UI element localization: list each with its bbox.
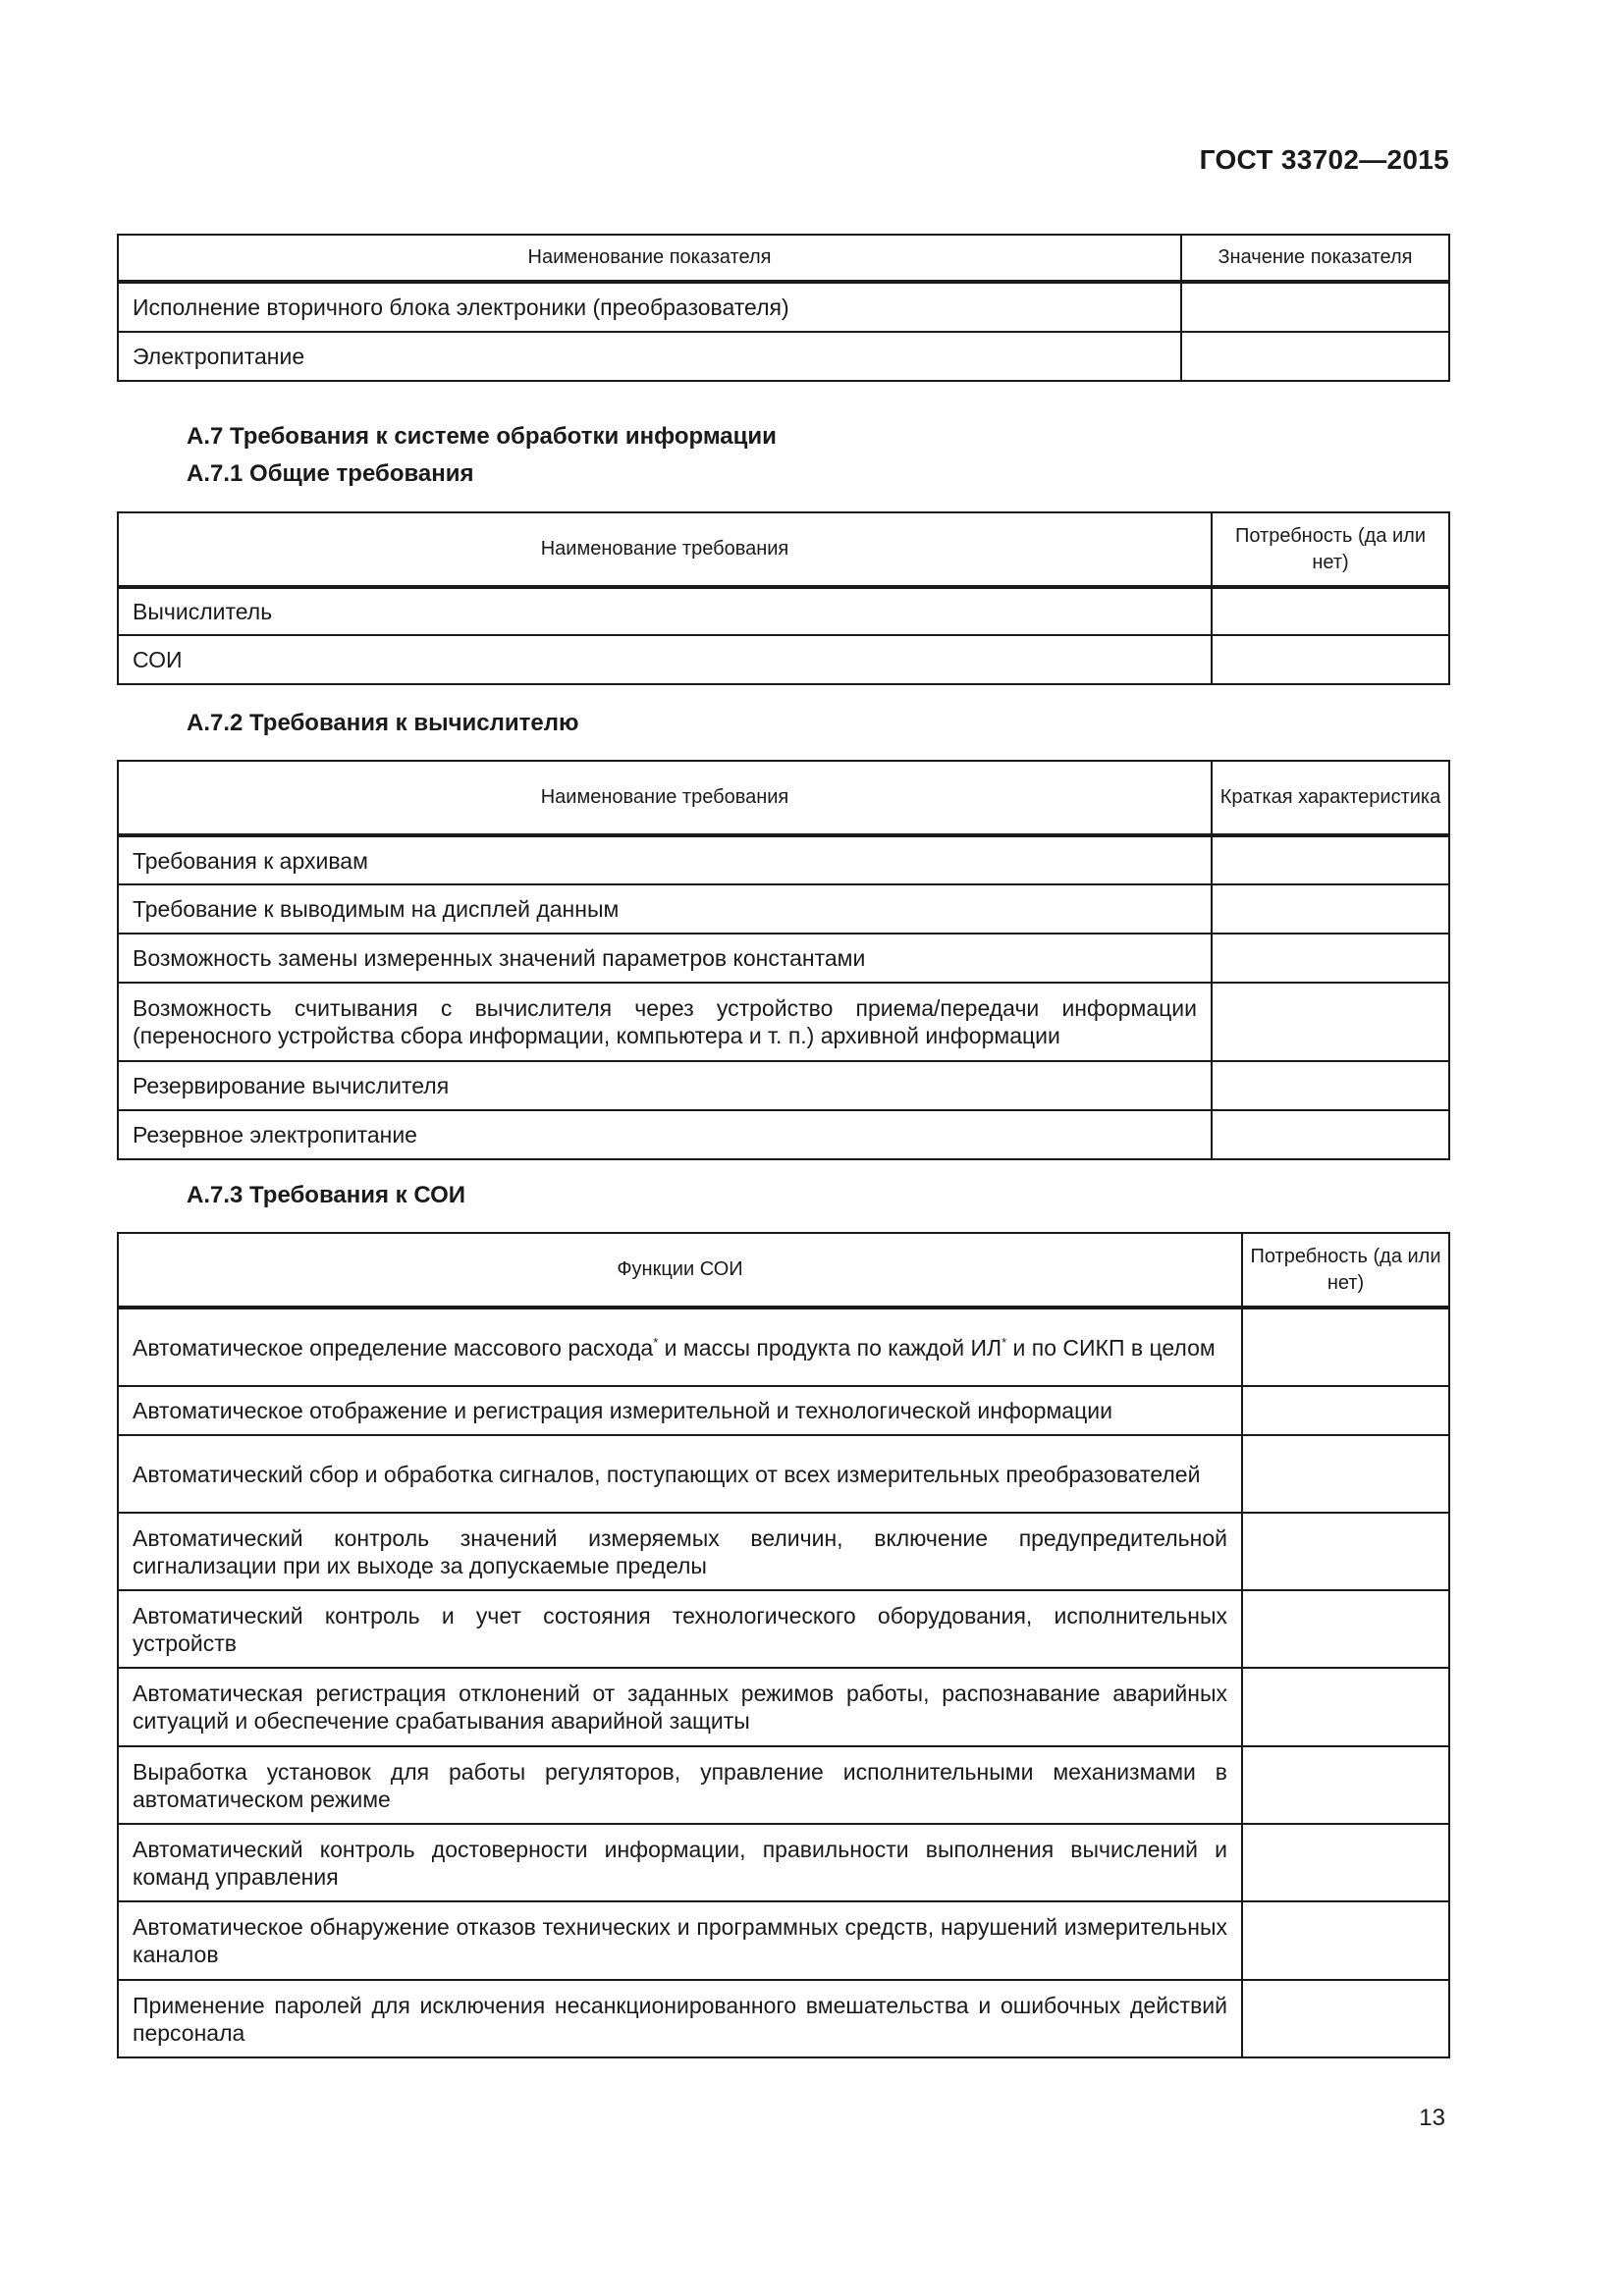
table-row [118,983,1449,1061]
row-label: Выработка установок для работы регуляторов, управление исполнительными механизмами в автоматическом режиме [118,1746,1242,1824]
table-row [118,282,1449,332]
general-requirements-table [117,511,1450,685]
document-id: ГОСТ 33702—2015 [1199,144,1449,175]
need-cell [1242,1824,1449,1901]
table-row [118,587,1449,635]
row-label: Исполнение вторичного блока электроники (преобразователя) [118,282,1181,332]
table-row [118,934,1449,983]
need-cell [1242,1435,1449,1513]
row-label: Резервирование вычислителя [118,1061,1212,1110]
section-heading-a7: А.7 Требования к системе обработки информации [187,423,777,450]
brief-cell [1212,934,1449,983]
table-row [118,884,1449,934]
row-label: Автоматический контроль достоверности информации, правильности выполнения вычислений и команд управления [118,1824,1242,1901]
table-row [118,835,1449,884]
row-label: Электропитание [118,332,1181,381]
row-label: Применение паролей для исключения несанкционированного вмешательства и ошибочных действий персонала [118,1980,1242,2057]
section-heading-a71: А.7.1 Общие требования [187,460,474,487]
row-label: Резервное электропитание [118,1110,1212,1159]
table-row [118,1435,1449,1513]
table-row [118,1386,1449,1435]
brief-cell [1212,1110,1449,1159]
table-row [118,1668,1449,1746]
column-header-name: Наименование требования [118,512,1212,587]
need-cell [1242,1668,1449,1746]
brief-cell [1212,983,1449,1061]
need-cell [1212,587,1449,635]
row-label: Возможность считывания с вычислителя через устройство приема/передачи информации (переносного устройства сбора информации, компьютера и т. п.) архивной информации [118,983,1212,1061]
need-cell [1242,1746,1449,1824]
table-header-row [118,235,1449,282]
row-label: Автоматическая регистрация отклонений от заданных режимов работы, распознавание аварийных ситуаций и обеспечение срабатывания аварийной защиты [118,1668,1242,1746]
soi-functions-table [117,1232,1450,2058]
column-header-brief: Краткая характеристика [1212,761,1449,835]
need-cell [1242,1308,1449,1386]
need-cell [1242,1386,1449,1435]
column-header-need: Потребность (да или нет) [1212,512,1449,587]
need-cell [1242,1901,1449,1980]
row-label: Требования к архивам [118,835,1212,884]
column-header-functions: Функции СОИ [118,1233,1242,1308]
row-label: Автоматическое определение массового расхода* и массы продукта по каждой ИЛ* и по СИКП в целом [118,1308,1242,1386]
column-header-name: Наименование требования [118,761,1212,835]
row-label: Вычислитель [118,587,1212,635]
row-label: Автоматическое отображение и регистрация измерительной и технологической информации [118,1386,1242,1435]
table-row [118,1901,1449,1980]
table-row [118,1980,1449,2057]
section-heading-a72: А.7.2 Требования к вычислителю [187,710,579,736]
need-cell [1242,1980,1449,2057]
row-label: Автоматическое обнаружение отказов технических и программных средств, нарушений измерительных каналов [118,1901,1242,1980]
table-row [118,1590,1449,1668]
table-row [118,1746,1449,1824]
table-header-row [118,512,1449,587]
table-row [118,332,1449,381]
indicator-table [117,234,1450,382]
table-row [118,1513,1449,1590]
table-row [118,1308,1449,1386]
row-label: Автоматический контроль значений измеряемых величин, включение предупредительной сигнализации при их выходе за допускаемые пределы [118,1513,1242,1590]
section-heading-a73: А.7.3 Требования к СОИ [187,1182,465,1208]
row-label: СОИ [118,635,1212,684]
calculator-requirements-table [117,760,1450,1160]
row-label: Возможность замены измеренных значений параметров константами [118,934,1212,983]
column-header-value: Значение показателя [1181,235,1449,282]
value-cell [1181,332,1449,381]
row-label: Автоматический контроль и учет состояния технологического оборудования, исполнительных устройств [118,1590,1242,1668]
need-cell [1242,1590,1449,1668]
column-header-name: Наименование показателя [118,235,1181,282]
row-label: Требование к выводимым на дисплей данным [118,884,1212,934]
column-header-need: Потребность (да или нет) [1242,1233,1449,1308]
brief-cell [1212,1061,1449,1110]
table-row [118,1110,1449,1159]
table-row [118,635,1449,684]
table-header-row [118,761,1449,835]
page-number: 13 [1419,2105,1445,2131]
footnote-marker: * [1001,1334,1007,1350]
footnote-marker: * [653,1334,659,1350]
brief-cell [1212,884,1449,934]
row-label: Автоматический сбор и обработка сигналов, поступающих от всех измерительных преобразователей [118,1435,1242,1513]
need-cell [1242,1513,1449,1590]
need-cell [1212,635,1449,684]
table-header-row [118,1233,1449,1308]
brief-cell [1212,835,1449,884]
value-cell [1181,282,1449,332]
table-row [118,1824,1449,1901]
table-row [118,1061,1449,1110]
